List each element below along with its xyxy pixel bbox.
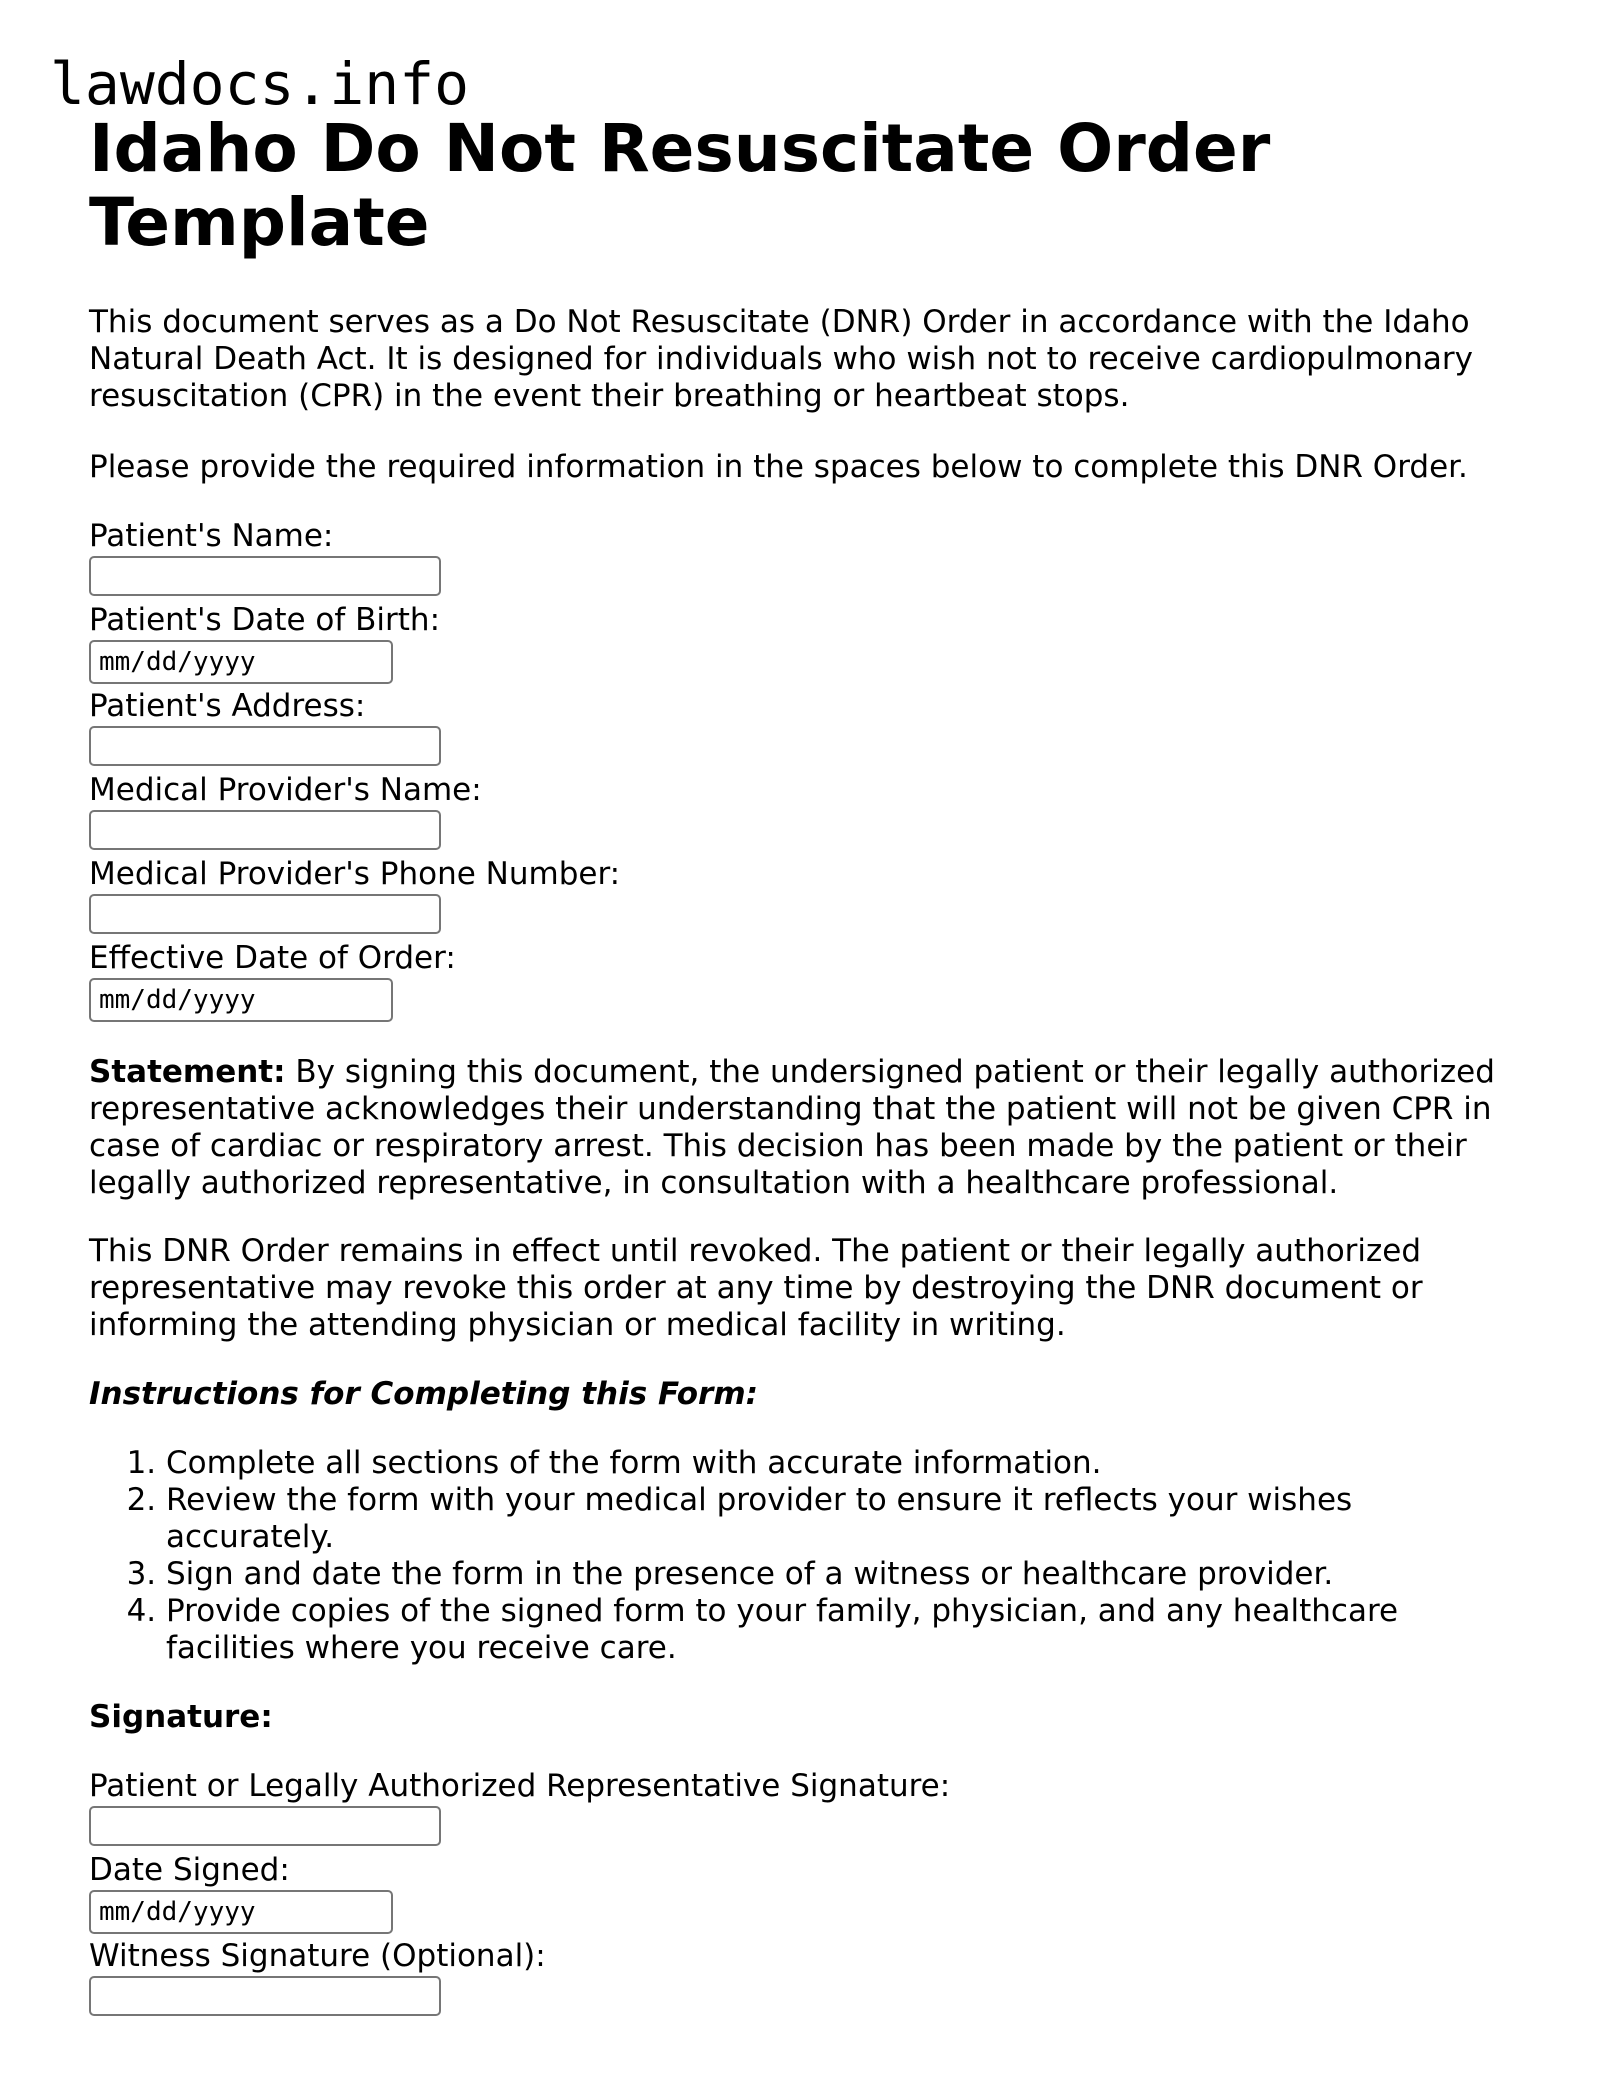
effect-paragraph: This DNR Order remains in effect until revoked. The patient or their legally authorized representative may revoke this order at any time by destroying the DNR document or informing the attending physician or medical facility in writing. (89, 1233, 1423, 1343)
statement-paragraph (89, 1054, 1529, 1202)
patient-dob-input[interactable]: mm/dd/yyyy (89, 640, 393, 684)
patient-address-input[interactable] (89, 726, 441, 766)
instructions-heading: Instructions for Completing this Form: (89, 1376, 759, 1412)
provider-name-input[interactable] (89, 810, 441, 850)
patient-info-form (89, 518, 1529, 1022)
list-item: 1. Complete all sections of the form with accurate information. (166, 1445, 1466, 1482)
date-signed-input[interactable]: mm/dd/yyyy (89, 1890, 393, 1934)
list-item: 2. Review the form with your medical provider to ensure it reflects your wishes accurately. (166, 1482, 1466, 1556)
list-item: 3. Sign and date the form in the presence of a witness or healthcare provider. (166, 1556, 1466, 1593)
statement-label: Statement: (89, 1054, 286, 1090)
list-item: 4. Provide copies of the signed form to your family, physician, and any healthcare facilities where you receive care. (166, 1593, 1466, 1667)
instructions-paragraph: Please provide the required information in the spaces below to complete this DNR Order. (89, 449, 1468, 485)
date-signed-label: Date Signed: (89, 1852, 290, 1888)
document (89, 112, 1529, 2022)
signature-form (89, 1768, 1529, 2016)
patient-name-input[interactable] (89, 556, 441, 596)
provider-phone-input[interactable] (89, 894, 441, 934)
patient-address-label: Patient's Address: (89, 688, 366, 724)
effective-date-input[interactable]: mm/dd/yyyy (89, 978, 393, 1022)
patient-dob-label: Patient's Date of Birth: (89, 602, 441, 638)
patient-name-label: Patient's Name: (89, 518, 334, 554)
page-title: Idaho Do Not Resuscitate Order Template (89, 110, 1271, 261)
provider-name-label: Medical Provider's Name: (89, 772, 482, 808)
intro-paragraph: This document serves as a Do Not Resuscitate (DNR) Order in accordance with the Idaho Natural Death Act. It is designed for individuals who wish not to receive cardiopulmonary resuscitation (CPR) in the event their breathing or heartbeat stops. (89, 304, 1474, 414)
witness-signature-label: Witness Signature (Optional): (89, 1938, 546, 1974)
patient-signature-label: Patient or Legally Authorized Representative Signature: (89, 1768, 951, 1804)
signature-heading: Signature: (89, 1699, 273, 1735)
site-brand: lawdocs.info (50, 50, 470, 118)
witness-signature-input[interactable] (89, 1976, 441, 2016)
effective-date-label: Effective Date of Order: (89, 940, 456, 976)
patient-signature-input[interactable] (89, 1806, 441, 1846)
statement-text: By signing this document, the undersigned patient or their legally authorized representative acknowledges their understanding that the patient will not be given CPR in case of cardiac or respiratory arrest. This decision has been made by the patient or their legally authorized representative, in consultation with a healthcare professional. (89, 1054, 1495, 1201)
provider-phone-label: Medical Provider's Phone Number: (89, 856, 621, 892)
instructions-list (89, 1445, 1466, 1667)
